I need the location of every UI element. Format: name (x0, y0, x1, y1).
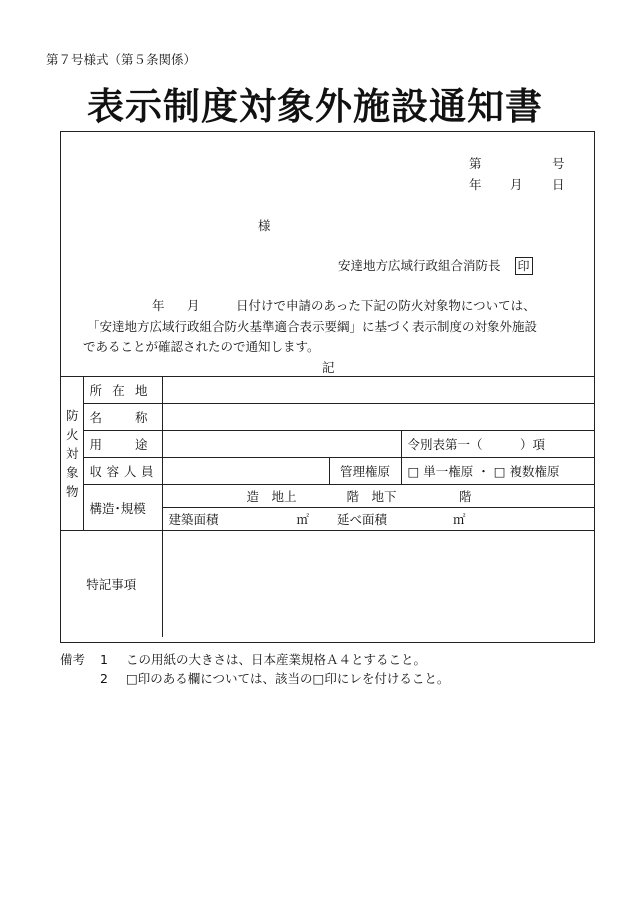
location-field[interactable] (162, 377, 594, 404)
number-label: 第 (469, 156, 482, 171)
addressee-suffix: 様 (258, 218, 271, 233)
issuer-name: 安達地方広域行政組合消防長 (338, 258, 501, 273)
structure-label: 構造･規模 (83, 485, 162, 531)
note-text: この用紙の大きさは、日本産業規格Ａ４とすること。 (126, 652, 427, 667)
total-floor-area-unit: ㎡ (453, 512, 466, 527)
month-label: 月 (510, 177, 523, 192)
name-label: 名 称 (83, 404, 162, 431)
body-line-2: 「安達地方広域行政組合防火基準適合表示要綱」に基づく表示制度の対象外施設 (87, 319, 538, 334)
usage-field[interactable] (162, 431, 401, 458)
notice-form (60, 131, 595, 643)
authority-options[interactable]: □ 単一権原 ・ □ 複数権原 (401, 458, 594, 485)
remarks-field[interactable] (162, 531, 594, 638)
date-month: 月 (187, 298, 200, 313)
authority-label: 管理権原 (329, 458, 401, 485)
location-label: 所 在 地 (83, 377, 162, 404)
total-floor-area-label: 延べ面積 (337, 512, 388, 527)
number-suffix: 号 (552, 156, 565, 171)
side-label: 防 火 対 象 物 (61, 377, 83, 531)
usage-label: 用 途 (83, 431, 162, 458)
date-year: 年 (152, 298, 165, 313)
body-line-3: であることが確認されたので通知します。 (83, 339, 320, 354)
capacity-label: 収 容 人 員 (83, 458, 162, 485)
usage-class-field[interactable]: 令別表第一（ ）項 (401, 431, 594, 458)
note-text: □印のある欄については、該当の□印にレを付けること。 (126, 671, 450, 686)
ki-heading: 記 (322, 360, 335, 375)
day-label: 日 (552, 177, 565, 192)
note-number: 1 (100, 652, 108, 667)
building-area-unit: ㎡ (296, 512, 310, 527)
structure-floors[interactable]: 造 地上 階 地下 階 (162, 485, 594, 508)
document-title: 表示制度対象外施設通知書 (87, 85, 543, 128)
form-number-label: 第７号様式（第５条関係） (46, 52, 197, 67)
remarks-label: 特記事項 (61, 531, 162, 638)
year-label: 年 (469, 177, 482, 192)
notes (60, 650, 449, 688)
notice-header-area (61, 132, 594, 376)
note-item (60, 650, 449, 669)
fire-prevention-object-table (61, 376, 594, 637)
body-line-1: 日付けで申請のあった下記の防火対象物については、 (236, 298, 536, 313)
name-field[interactable] (162, 404, 594, 431)
note-item (60, 669, 449, 688)
note-number: 2 (100, 671, 108, 686)
building-area-label: 建築面積 (168, 512, 219, 527)
capacity-field[interactable] (162, 458, 329, 485)
seal-mark: 印 (515, 257, 533, 275)
area-row[interactable] (162, 508, 594, 531)
issuer-line (338, 256, 533, 275)
notes-heading: 備考 (60, 652, 86, 667)
